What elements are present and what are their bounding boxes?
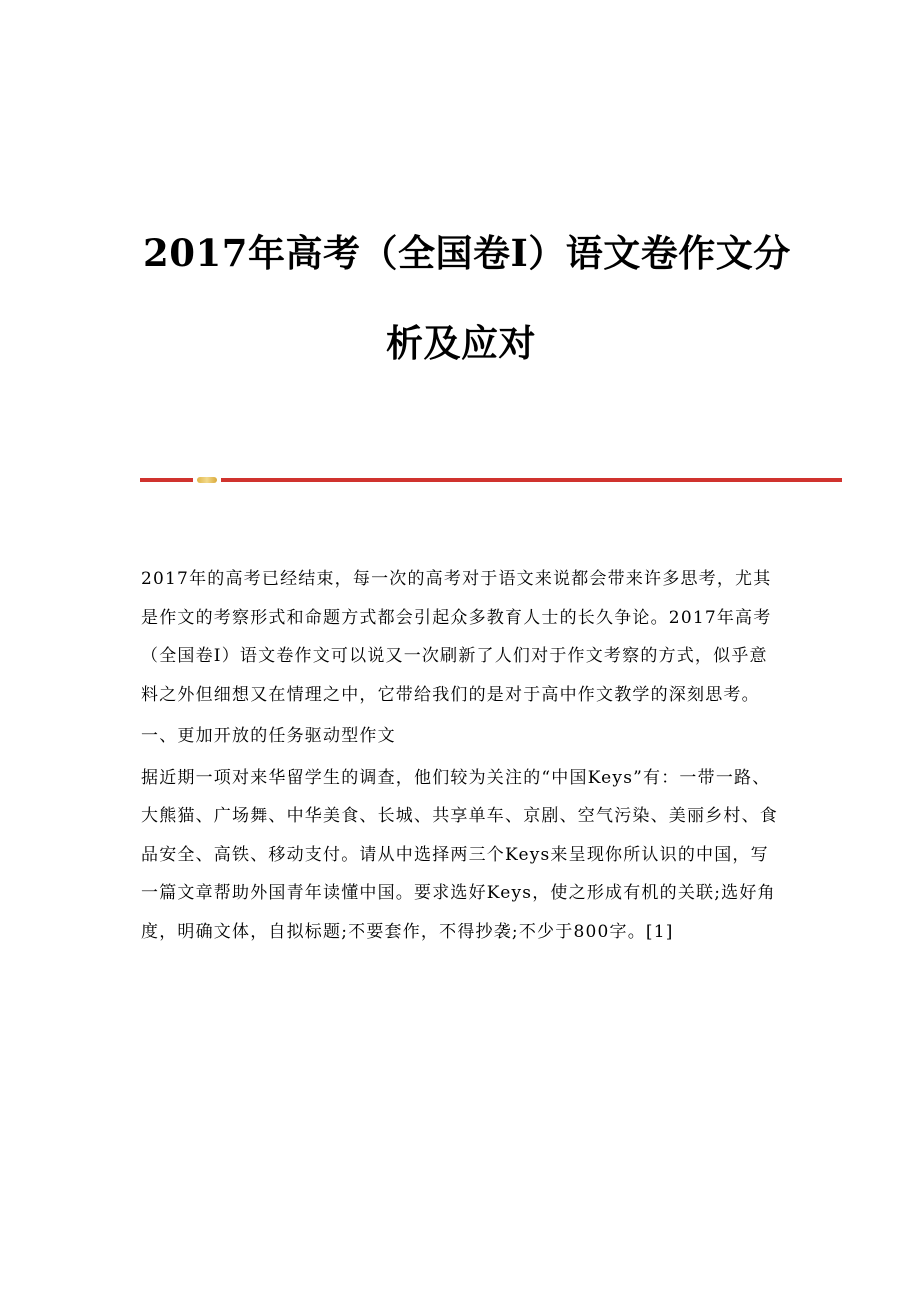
paragraph-intro: 2017年的高考已经结束，每一次的高考对于语文来说都会带来许多思考，尤其是作文的考察形式和命题方式都会引起众多教育人士的长久争论。2017年高考（全国卷Ⅰ）语文卷作文可以说又一次刷新了人们对于作文考察的方式，似乎意料之外但细想又在情理之中，它带给我们的是对于高中作文教学的深刻思考。 (141, 569, 772, 705)
title-divider (140, 478, 842, 483)
title-line-1: 2017年高考（全国卷Ⅰ）语文卷作文分 (143, 231, 791, 275)
section-heading: 一、更加开放的任务驱动型作文 (141, 726, 396, 746)
divider-ornament-icon (197, 477, 217, 483)
divider-left-bar (140, 478, 193, 482)
document-body (141, 560, 781, 954)
document-title (100, 208, 820, 388)
paragraph-prompt: 据近期一项对来华留学生的调查，他们较为关注的“中国Keys”有：一带一路、大熊猫、广场舞、中华美食、长城、共享单车、京剧、空气污染、美丽乡村、食品安全、高铁、移动支付。请从中选择两三个Keys来呈现你所认识的中国，写一篇文章帮助外国青年读懂中国。要求选好Keys，使之形成有机的关联;选好角度，明确文体，自拟标题;不要套作，不得抄袭;不少于800字。[1] (141, 767, 778, 942)
title-line-2: 析及应对 (386, 321, 536, 365)
divider-right-bar (221, 478, 842, 482)
